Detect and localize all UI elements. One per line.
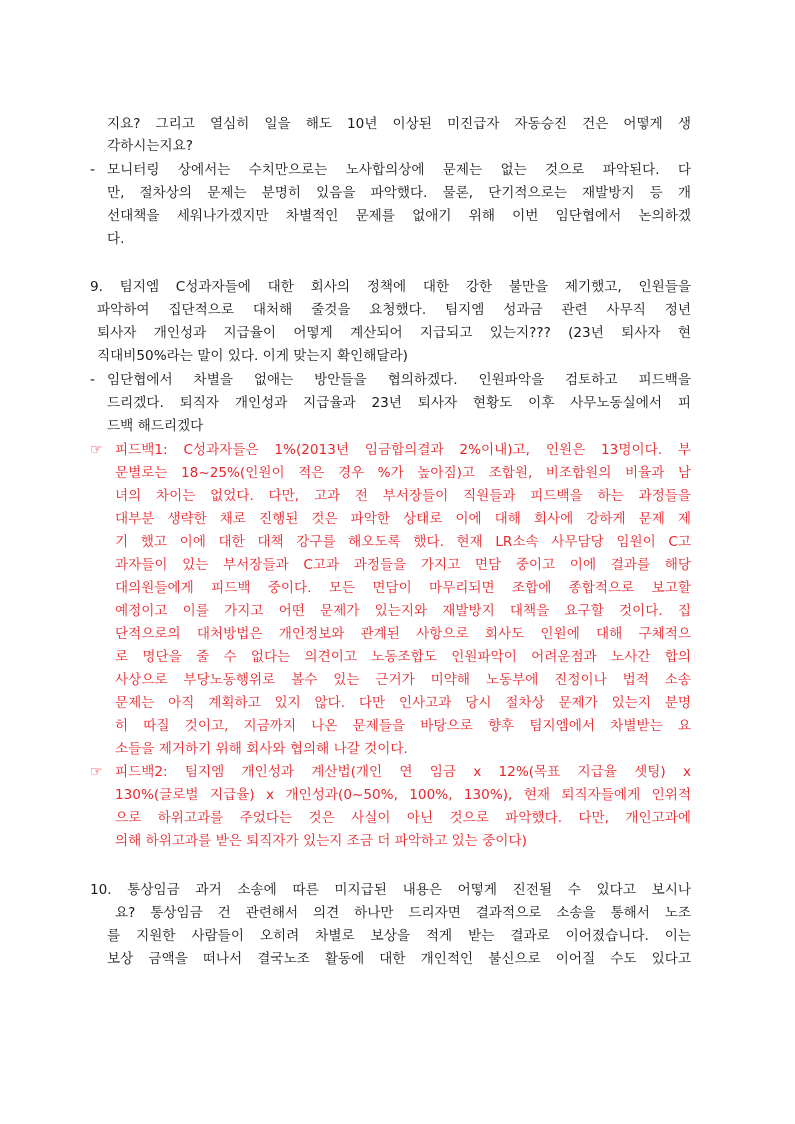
text-line: 각하시는지요?: [107, 138, 194, 154]
feedback-1-line: 문별로는 18~25%(인원이 적은 경우 %가 높아짐)고 조합원, 비조합원의 비율과 남: [115, 465, 691, 481]
question-10-line: 요? 통상임금 건 관련해서 의견 하나만 드리자면 결과적으로 소송을 통해서 노조: [115, 905, 691, 921]
text-line: 모니터링 상에서는 수치만으로는 노사합의상에 문제는 없는 것으로 파악된다. 다: [107, 162, 691, 178]
feedback-1-line: 기 했고 이에 대한 대책 강구를 해오도록 했다. 현재 LR소속 사무담당 임원이 C고: [115, 534, 691, 550]
feedback-2-line: 피드백2: 팀지엠 개인성과 계산법(개인 연 임금 x 12%(목표 지급율 셋팅) x: [115, 764, 691, 780]
dash-marker: -: [90, 162, 96, 178]
question-9-line: 퇴사자 개인성과 지급율이 어떻게 계산되어 지급되고 있는지??? (23년 퇴사자 현: [97, 325, 691, 341]
pointing-hand-icon: ☞: [90, 764, 103, 780]
feedback-2-line: 130%(글로벌 지급율) x 개인성과(0~50%, 100%, 130%), 현재 퇴직자들에게 인위적: [115, 787, 691, 803]
question-10-line: 를 지원한 사람들이 오히려 차별로 보상을 적게 받는 결과로 이어졌습니다. 이는: [107, 928, 691, 944]
feedback-1-line: 예정이고 이를 가지고 어떤 문제가 있는지와 재발방지 대책을 요구할 것이다. 집: [115, 603, 691, 619]
question-9-line: 9. 팀지엠 C성과자들에 대한 회사의 정책에 대한 강한 불만을 제기했고, 인원들을: [90, 279, 691, 295]
feedback-1-line: 피드백1: C성과자들은 1%(2013년 임금합의결과 2%이내)고, 인원은 13명이다. 부: [115, 442, 691, 458]
question-9-line: 직대비50%라는 말이 있다. 이게 맞는지 확인해달라): [97, 348, 408, 364]
feedback-2-line: 의해 하위고과를 받은 퇴직자가 있는지 조금 더 파악하고 있는 중이다): [115, 833, 527, 849]
text-line: 다.: [107, 231, 125, 247]
feedback-1-line: 녀의 차이는 없었다. 다만, 고과 전 부서장들이 직원들과 피드백을 하는 과정들을: [115, 488, 691, 504]
text-line: 지요? 그리고 열심히 일을 해도 10년 이상된 미진급자 자동승진 건은 어떻게 생: [107, 116, 691, 132]
answer-9-line: 임단협에서 차별을 없애는 방안들을 협의하겠다. 인원파악을 검토하고 피드백을: [107, 372, 691, 388]
text-line: 선대책을 세워나가겠지만 차별적인 문제를 없애기 위해 이번 임단협에서 논의하겠: [107, 208, 691, 224]
question-10-line: 보상 금액을 떠나서 결국노조 활동에 대한 개인적인 불신으로 이어질 수도 있다고: [107, 951, 691, 967]
text-line: 만, 절차상의 문제는 분명히 있음을 파악했다. 물론, 단기적으로는 재발방지 등 개: [107, 185, 691, 201]
feedback-1-line: 단적으로의 대처방법은 개인정보와 관계된 사항으로 회사도 인원에 대해 구체적으: [115, 626, 691, 642]
feedback-1-line: 사상으로 부당노동행위로 볼수 있는 근거가 미약해 노동부에 진정이나 법적 소송: [115, 672, 691, 688]
feedback-1-line: 문제는 아직 계획하고 있지 않다. 다만 인사고과 당시 절차상 문제가 있는지 분명: [115, 695, 691, 711]
answer-9-line: 드리겠다. 퇴직자 개인성과 지급율과 23년 퇴사자 현황도 이후 사무노동실에서 피: [107, 395, 691, 411]
question-9-line: 파악하여 집단적으로 대처해 줄것을 요청했다. 팀지엠 성과금 관련 사무직 정년: [97, 302, 691, 318]
question-10-line: 10. 통상임금 과거 소송에 따른 미지급된 내용은 어떻게 진전될 수 있다고 보시나: [90, 882, 691, 898]
dash-marker: -: [90, 372, 96, 388]
feedback-1-line: 로 명단을 줄 수 없다는 의견이고 노동조합도 인원파악이 어려운점과 노사간 합의: [115, 649, 691, 665]
answer-9-line: 드백 해드리겠다: [107, 418, 204, 434]
feedback-1-line: 대의원들에게 피드백 중이다. 모든 면담이 마무리되면 조합에 종합적으로 보고할: [115, 580, 691, 596]
feedback-1-line: 과자들이 있는 부서장들과 C고과 과정들을 가지고 면담 중이고 이에 결과를 해당: [115, 557, 691, 573]
feedback-1-line: 대부분 생략한 채로 진행된 것은 파악한 상태로 이에 대해 회사에 강하게 문제 제: [115, 511, 691, 527]
feedback-2-line: 으로 하위고과를 주었다는 것은 사실이 아닌 것으로 파악했다. 다만, 개인고과에: [115, 810, 691, 826]
pointing-hand-icon: ☞: [90, 442, 103, 458]
feedback-1-line: 소들을 제거하기 위해 회사와 협의해 나갈 것이다.: [115, 741, 408, 757]
feedback-1-line: 히 따질 것이고, 지금까지 나온 문제들을 바탕으로 향후 팀지엠에서 차별받는 요: [115, 718, 691, 734]
